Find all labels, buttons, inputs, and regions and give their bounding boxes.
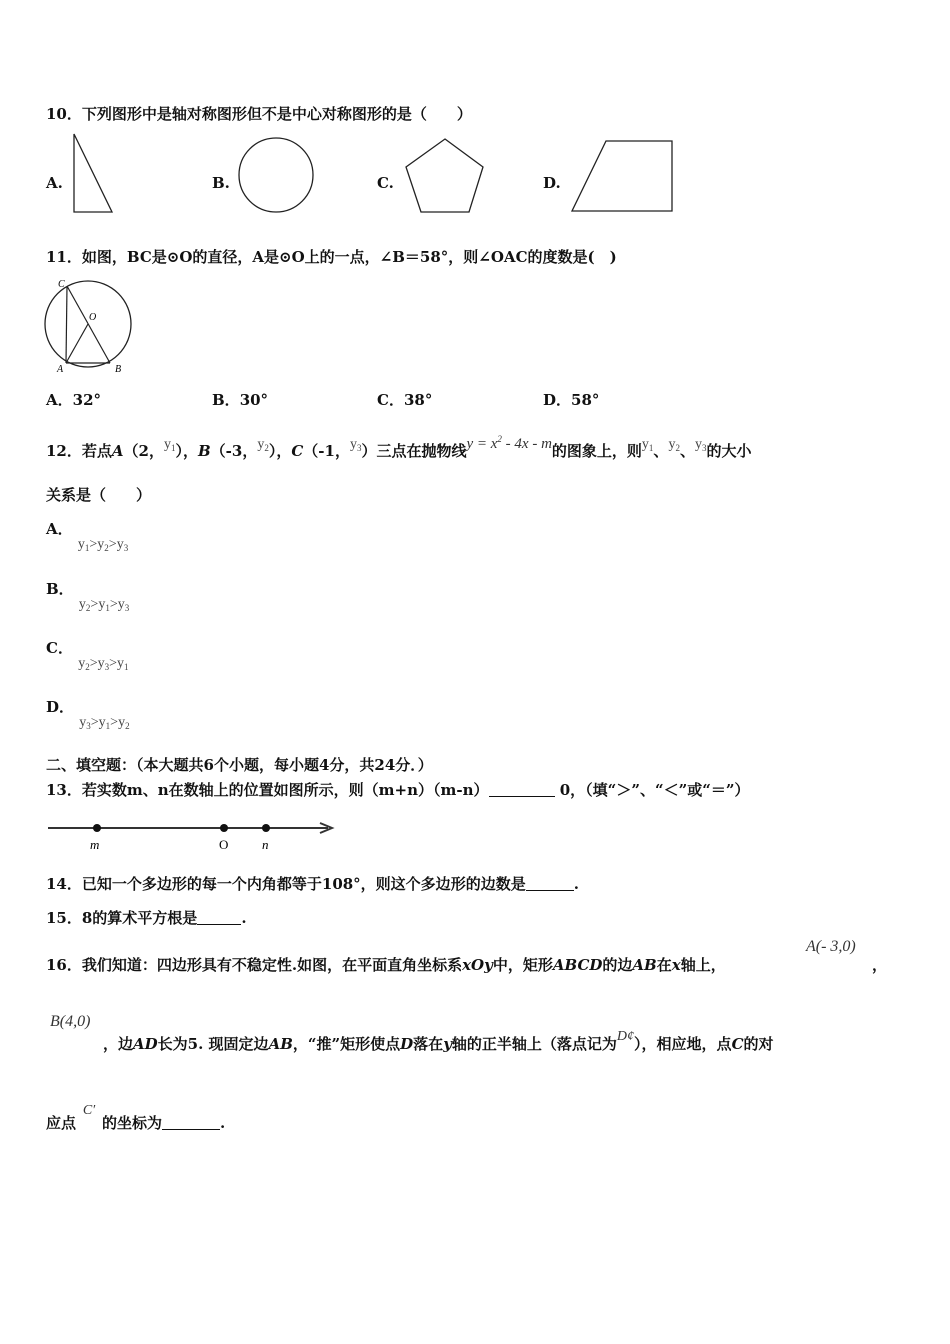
q12-option-b	[46, 578, 129, 613]
q16-c-prime: C′	[82, 1103, 96, 1118]
q15-stem-text: 15．8的算术平方根是	[46, 909, 198, 927]
q11-option-b	[212, 389, 268, 410]
q12-option-d	[46, 696, 130, 731]
q10-circle-figure	[236, 136, 318, 216]
q11-label-a: A	[57, 364, 64, 375]
q15-end: .	[241, 909, 247, 927]
q12-point-b: B	[197, 442, 211, 460]
q12-after-parabola: 的图象上，则	[551, 442, 642, 460]
q14-answer-blank[interactable]	[526, 878, 574, 891]
q10-option-b-label: B.	[212, 174, 230, 192]
q11-option-a-label: A．	[46, 391, 73, 409]
q12-option-a-label: A．	[46, 520, 73, 538]
q12-point-c: C	[291, 442, 304, 460]
q16-comma: ，	[872, 956, 888, 974]
q12-sep-2: ），	[268, 442, 292, 460]
q12-point-a: A	[111, 442, 124, 460]
q13-point-zero	[220, 824, 228, 832]
q12-parabola: $y = x^2 - 4x - m$	[466, 434, 552, 452]
q12-y1-b: $y_1$	[641, 437, 654, 453]
q14-stem	[46, 873, 579, 894]
q10-pentagon-figure	[403, 136, 487, 216]
q16-d-prime: D¢	[616, 1029, 635, 1044]
q11-option-b-label: B．	[212, 391, 240, 409]
q12-line2: 关系是（ ）	[46, 486, 152, 504]
q12-point-a-coord: （2，	[123, 442, 164, 460]
q12-num: 12．若点	[46, 442, 112, 460]
q12-y3: $y_3$	[349, 437, 362, 453]
q12-option-d-expr: $y_3>y_1>y_2$	[79, 715, 130, 731]
q12-point-c-coord: （-1，	[303, 442, 350, 460]
q12-stem	[46, 434, 751, 461]
q11-label-b: B	[115, 364, 122, 375]
q11-option-d-label: D．	[543, 391, 572, 409]
q12-option-b-expr: $y_2>y_1>y_3$	[78, 597, 130, 613]
section2-heading: 二、填空题：（本大题共6个小题，每小题4分，共24分．）	[46, 756, 433, 774]
q10-option-c-label: C.	[377, 174, 394, 192]
q12-y3-b: $y_3$	[694, 437, 707, 453]
q10-stem: 10．下列图形中是轴对称图形但不是中心对称图形的是（ ）	[46, 105, 472, 123]
q12-option-c-expr: $y_2>y_3>y_1$	[78, 656, 129, 672]
q11-option-c-label: C．	[377, 391, 404, 409]
q13-answer-blank[interactable]	[489, 784, 555, 797]
q16-answer-blank[interactable]	[162, 1117, 220, 1130]
q13-stem-before: 13．若实数m、n在数轴上的位置如图所示，则（m+n）（m-n）	[46, 781, 489, 799]
q15-stem	[46, 907, 247, 928]
q16-line1: 16．我们知道：四边形具有不稳定性.如图，在平面直角坐标系xOy中，矩形ABCD的边AB在x轴上，	[46, 956, 726, 974]
q13-stem-after: 0，（填“＞”、“＜”或“＝”）	[559, 781, 750, 799]
q11-option-b-text: 30°	[239, 391, 269, 409]
q12-sep-1: ），	[175, 442, 198, 460]
q12-y1: $y_1$	[163, 437, 176, 453]
q12-option-b-label: B．	[46, 580, 74, 598]
q12-option-a-expr: $y_1>y_2>y_3$	[77, 537, 129, 553]
q12-option-d-label: D．	[46, 698, 75, 716]
q13-stem	[46, 779, 749, 800]
q11-option-a	[46, 389, 101, 410]
q13-point-m	[93, 824, 101, 832]
q15-answer-blank[interactable]	[197, 912, 241, 925]
q14-end: .	[573, 875, 579, 893]
q14-stem-text: 14．已知一个多边形的每一个内角都等于108°，则这个多边形的边数是	[46, 875, 526, 893]
q10-right-triangle-figure	[70, 130, 116, 216]
q16-line3: 应点C′的坐标为 .	[46, 1103, 226, 1132]
q12-option-a	[46, 518, 128, 553]
q16-point-a: A(- 3,0)	[806, 938, 856, 955]
q12-option-c	[46, 637, 129, 672]
q12-c-close: ）三点在抛物线	[361, 442, 467, 460]
q12-y2: $y_2$	[257, 437, 269, 453]
q13-number-line	[44, 815, 344, 855]
q12-tail: 的大小	[706, 442, 752, 460]
q11-label-c: C	[58, 279, 65, 290]
q13-label-n: n	[262, 837, 269, 852]
q12-dun-2: 、	[679, 442, 695, 460]
q12-dun-1: 、	[653, 442, 669, 460]
q11-option-c-text: 38°	[403, 391, 433, 409]
q11-label-o: O	[89, 312, 97, 323]
q11-option-a-text: 32°	[72, 391, 102, 409]
q10-option-a-label: A.	[46, 174, 63, 192]
q12-y2-b: $y_2$	[668, 437, 680, 453]
q16-line2: ，边AD长为5. 现固定边AB，“推”矩形使点D落在y轴的正半轴上（落点记为D¢），相应地，点C的对	[103, 1029, 774, 1053]
q13-point-n	[262, 824, 270, 832]
q12-option-c-label: C．	[46, 639, 73, 657]
q12-point-b-coord: （-3，	[210, 442, 258, 460]
q11-option-d	[543, 389, 599, 410]
q11-circle-figure	[40, 276, 140, 376]
q13-label-zero: O	[219, 837, 229, 852]
q10-trapezoid-figure	[568, 137, 676, 215]
q11-option-c	[377, 389, 432, 410]
q13-label-m: m	[90, 837, 100, 852]
q11-stem: 11．如图，BC是⊙O的直径，A是⊙O上的一点，∠B＝58°，则∠OAC的度数是( )	[46, 248, 617, 266]
q16-point-b: B(4,0)	[50, 1013, 91, 1030]
q11-option-d-text: 58°	[571, 391, 600, 409]
q10-option-d-label: D.	[543, 174, 561, 192]
